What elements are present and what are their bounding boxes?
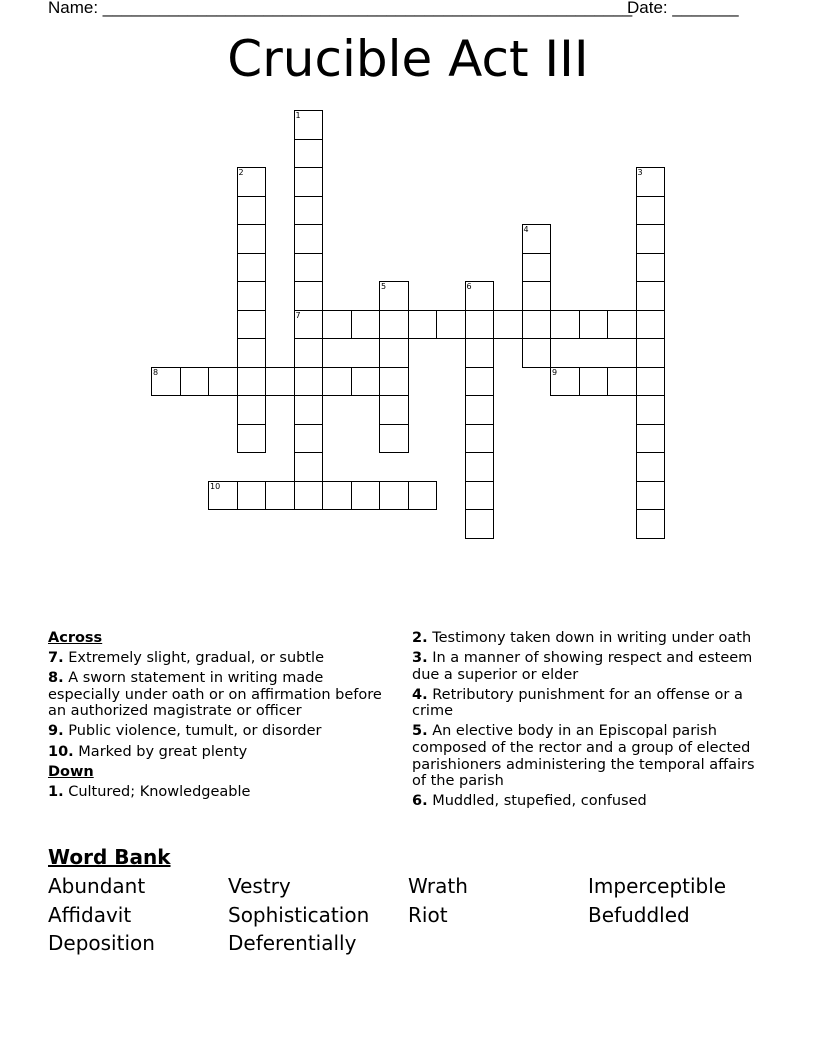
- page-title: Crucible Act III: [227, 30, 589, 88]
- clue-number-label: 7: [295, 310, 301, 320]
- word-bank-word: Wrath: [408, 874, 468, 898]
- word-bank-word: Sophistication: [228, 903, 370, 927]
- clue-text: Retributory punishment for an offense or a crime: [412, 686, 743, 720]
- word-bank-word: Riot: [408, 903, 448, 927]
- crossword-cell[interactable]: [379, 424, 409, 454]
- crossword-cell[interactable]: [294, 310, 324, 340]
- crossword-cell[interactable]: [579, 310, 609, 340]
- crossword-cell[interactable]: [237, 367, 267, 397]
- crossword-cell[interactable]: [237, 338, 267, 368]
- clue-text: Testimony taken down in writing under oath: [432, 630, 752, 646]
- clue-number-label: 3: [637, 168, 643, 177]
- clue-across-8: [48, 670, 400, 720]
- crossword-cell[interactable]: [294, 167, 324, 197]
- crossword-cell[interactable]: [465, 481, 495, 511]
- crossword-cell[interactable]: [265, 367, 295, 397]
- crossword-cell[interactable]: [294, 281, 324, 311]
- clue-number-label: 9: [552, 367, 558, 377]
- crossword-cell[interactable]: [237, 424, 267, 454]
- clue-number: 9.: [48, 723, 64, 740]
- clue-down-2: [412, 630, 768, 647]
- crossword-cell[interactable]: [636, 167, 666, 197]
- clue-number-label: 10: [210, 481, 221, 491]
- crossword-cell[interactable]: [294, 196, 324, 226]
- clue-number-label: 6: [466, 282, 472, 291]
- clue-text: A sworn statement in writing made especially under oath or on affirmation before an authorized magistrate or officer: [48, 670, 382, 720]
- clue-number: 4.: [412, 686, 428, 703]
- crossword-cell[interactable]: [351, 481, 381, 511]
- crossword-cell[interactable]: [408, 481, 438, 511]
- clue-number-label: 4: [523, 225, 529, 234]
- crossword-cell[interactable]: [237, 310, 267, 340]
- crossword-cell[interactable]: [550, 310, 580, 340]
- clue-across-9: [48, 723, 400, 740]
- crossword-cell[interactable]: [379, 310, 409, 340]
- clue-text: In a manner of showing respect and esteem due a superior or elder: [412, 650, 753, 683]
- crossword-cell[interactable]: [294, 338, 324, 368]
- clue-number-label: 1: [295, 111, 301, 120]
- crossword-cell[interactable]: [636, 452, 666, 482]
- crossword-cell[interactable]: [379, 338, 409, 368]
- crossword-cell[interactable]: [636, 509, 666, 539]
- crossword-cell[interactable]: [379, 281, 409, 311]
- crossword-cell[interactable]: [294, 367, 324, 397]
- crossword-cell[interactable]: [636, 395, 666, 425]
- clue-down-3: [412, 650, 768, 683]
- clue-across-10: [48, 744, 400, 761]
- crossword-cell[interactable]: [522, 281, 552, 311]
- crossword-cell[interactable]: [294, 110, 324, 140]
- down-heading: Down: [48, 763, 94, 780]
- word-bank-title: Word Bank: [48, 845, 171, 869]
- crossword-cell[interactable]: [636, 367, 666, 397]
- crossword-cell[interactable]: [607, 310, 637, 340]
- crossword-cell[interactable]: [322, 310, 352, 340]
- name-field: Name: ________________________________________________________: [48, 0, 633, 17]
- crossword-cell[interactable]: [636, 424, 666, 454]
- crossword-cell[interactable]: [379, 481, 409, 511]
- clues-left-column: [48, 630, 400, 804]
- word-bank-word: Vestry: [228, 874, 291, 898]
- crossword-cell[interactable]: [237, 281, 267, 311]
- clue-down-4: [412, 687, 768, 720]
- clue-down-1: [48, 784, 400, 801]
- crossword-cell[interactable]: [379, 367, 409, 397]
- crossword-cell[interactable]: [465, 281, 495, 311]
- crossword-cell[interactable]: [408, 310, 438, 340]
- clue-number: 10.: [48, 743, 74, 760]
- clue-number-label: 2: [238, 168, 244, 177]
- crossword-cell[interactable]: [465, 452, 495, 482]
- crossword-cell[interactable]: [237, 481, 267, 511]
- crossword-cell[interactable]: [579, 367, 609, 397]
- crossword-cell[interactable]: [465, 310, 495, 340]
- across-heading: Across: [48, 630, 103, 646]
- crossword-cell[interactable]: [294, 452, 324, 482]
- crossword-cell[interactable]: [636, 338, 666, 368]
- crossword-cell[interactable]: [237, 253, 267, 283]
- crossword-cell[interactable]: [493, 310, 523, 340]
- crossword-cell[interactable]: [636, 310, 666, 340]
- clue-number-label: 5: [381, 282, 387, 291]
- crossword-cell[interactable]: [522, 253, 552, 283]
- crossword-cell[interactable]: [294, 424, 324, 454]
- clue-number: 8.: [48, 670, 64, 687]
- clue-number: 5.: [412, 723, 428, 740]
- crossword-cell[interactable]: [322, 367, 352, 397]
- word-bank-word: Deposition: [48, 931, 155, 955]
- crossword-cell[interactable]: [522, 224, 552, 254]
- crossword-cell[interactable]: [436, 310, 466, 340]
- crossword-cell[interactable]: [465, 338, 495, 368]
- crossword-cell[interactable]: [237, 167, 267, 197]
- clue-number: 1.: [48, 783, 64, 800]
- crossword-cell[interactable]: [351, 310, 381, 340]
- clue-text: Extremely slight, gradual, or subtle: [68, 650, 324, 667]
- clue-text: An elective body in an Episcopal parish composed of the rector and a group of elected parishioners administering the temporal affairs of the parish: [412, 723, 755, 790]
- crossword-cell[interactable]: [465, 509, 495, 539]
- clue-number: 2.: [412, 630, 428, 646]
- date-field: Date: _______: [627, 0, 739, 17]
- word-bank-word: Deferentially: [228, 931, 357, 955]
- crossword-cell[interactable]: [294, 139, 324, 169]
- word-bank-word: Imperceptible: [588, 874, 727, 898]
- crossword-cell[interactable]: [351, 367, 381, 397]
- clue-across-7: [48, 650, 400, 667]
- crossword-cell[interactable]: [465, 424, 495, 454]
- crossword-cell[interactable]: [294, 395, 324, 425]
- crossword-cell[interactable]: [208, 481, 238, 511]
- crossword-cell[interactable]: [237, 395, 267, 425]
- crossword-cell[interactable]: [208, 367, 238, 397]
- clues-right-column: [412, 630, 768, 813]
- crossword-cell[interactable]: [636, 281, 666, 311]
- clue-text: Public violence, tumult, or disorder: [68, 723, 322, 740]
- clue-number-label: 8: [153, 367, 159, 377]
- clue-text: Muddled, stupefied, confused: [432, 793, 647, 810]
- crossword-cell[interactable]: [636, 224, 666, 254]
- crossword-cell[interactable]: [322, 481, 352, 511]
- crossword-cell[interactable]: [237, 196, 267, 226]
- clue-text: Marked by great plenty: [78, 743, 248, 760]
- clue-number: 7.: [48, 650, 64, 667]
- crossword-cell[interactable]: [465, 395, 495, 425]
- crossword-cell[interactable]: [151, 367, 181, 397]
- word-bank-word: Affidavit: [48, 903, 132, 927]
- clue-text: Cultured; Knowledgeable: [68, 783, 251, 800]
- clue-down-6: [412, 793, 768, 810]
- clue-number: 6.: [412, 793, 428, 810]
- crossword-cell[interactable]: [550, 367, 580, 397]
- crossword-cell[interactable]: [294, 253, 324, 283]
- crossword-cell[interactable]: [522, 310, 552, 340]
- crossword-cell[interactable]: [294, 481, 324, 511]
- crossword-cell[interactable]: [180, 367, 210, 397]
- clue-number: 3.: [412, 650, 428, 667]
- crossword-cell[interactable]: [607, 367, 637, 397]
- clue-down-5: [412, 723, 768, 789]
- word-bank-word: Abundant: [48, 874, 146, 898]
- crossword-cell[interactable]: [237, 224, 267, 254]
- crossword-cell[interactable]: [636, 481, 666, 511]
- crossword-cell[interactable]: [294, 224, 324, 254]
- word-bank-word: Befuddled: [588, 903, 690, 927]
- crossword-cell[interactable]: [636, 253, 666, 283]
- crossword-cell[interactable]: [379, 395, 409, 425]
- crossword-cell[interactable]: [265, 481, 295, 511]
- crossword-cell[interactable]: [636, 196, 666, 226]
- crossword-cell[interactable]: [522, 338, 552, 368]
- crossword-cell[interactable]: [465, 367, 495, 397]
